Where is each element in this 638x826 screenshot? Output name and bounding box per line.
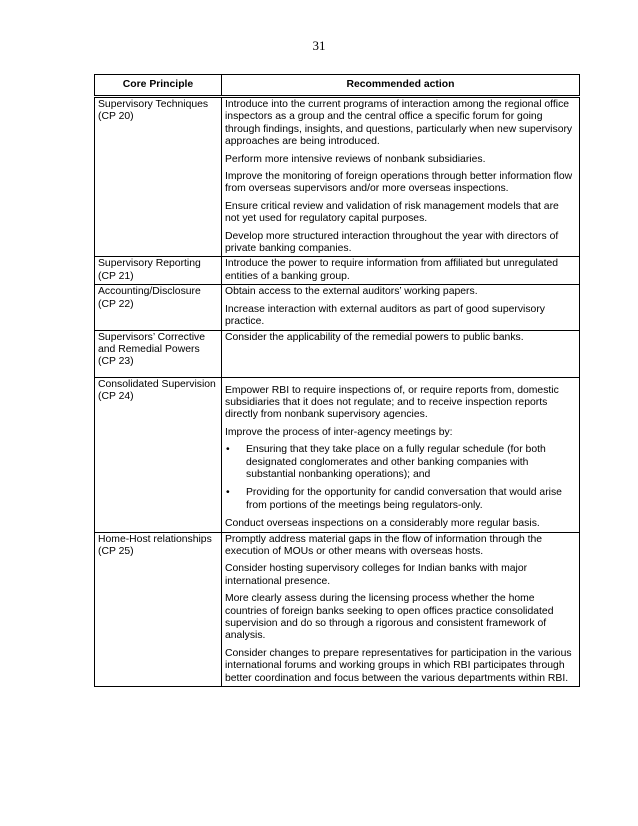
action-item: Consider hosting supervisory colleges for Indian banks with major international presence. (225, 563, 528, 587)
table-row (95, 377, 580, 532)
table-row (95, 257, 580, 285)
recommended-action-cell (222, 377, 580, 532)
action-item: Develop more structured interaction throughout the year with directors of private banking companies. (225, 230, 559, 255)
recommended-action-cell (222, 285, 580, 330)
action-item: Obtain access to the external auditors’ working papers. (225, 286, 478, 298)
core-principle-cell: Supervisors’ Corrective and Remedial Powers (CP 23) (95, 330, 222, 377)
table-header-row (95, 75, 580, 97)
table-row (95, 97, 580, 257)
recommended-action-cell (222, 330, 580, 377)
action-item: Improve the monitoring of foreign operations through better information flow from overseas supervisors and/or more overseas inspections. (225, 171, 573, 195)
core-principle-cell: Home-Host relationships (CP 25) (95, 532, 222, 686)
bullet-item (226, 444, 576, 481)
bullet-item (226, 487, 576, 512)
recommendations-table (94, 74, 580, 687)
table-row (95, 330, 580, 377)
action-item: Increase interaction with external auditors as part of good supervisory practice. (225, 303, 545, 328)
action-item: Empower RBI to require inspections of, or require reports from, domestic subsidiaries that it does not regulate; and to receive inspection reports directly from nonbank supervisory agencies. (225, 384, 559, 421)
header-recommended-action: Recommended action (222, 75, 580, 97)
action-item: Consider changes to prepare representatives for participation in the various international forums and working groups in which RBI participates through better coordination and focus between the various departments within RBI. (225, 647, 572, 684)
action-item: Promptly address material gaps in the flow of information through the execution of MOUs or other means with overseas hosts. (225, 533, 543, 557)
recommended-action-cell (222, 97, 580, 257)
action-item: Perform more intensive reviews of nonbank subsidiaries. (225, 153, 486, 165)
action-item: Consider the applicability of the remedial powers to public banks. (225, 331, 524, 343)
bullet-glyph: • (226, 444, 230, 456)
core-principle-cell: Accounting/Disclosure (CP 22) (95, 285, 222, 330)
action-item: More clearly assess during the licensing process whether the home countries of foreign banks seeking to open offices practice consolidated supervision and do so through a rigorous and consistent framework of analysis. (225, 593, 554, 642)
action-item: Improve the process of inter-agency meetings by: (225, 426, 453, 438)
action-item: Ensure critical review and validation of risk management models that are not yet used for regulatory capital purposes. (225, 200, 559, 225)
recommended-action-cell (222, 257, 580, 285)
table-row (95, 285, 580, 330)
core-principle-cell: Consolidated Supervision (CP 24) (95, 377, 222, 532)
header-core-principle: Core Principle (95, 75, 222, 97)
page-number: 31 (312, 38, 326, 53)
recommended-action-cell (222, 532, 580, 686)
table-row (95, 532, 580, 686)
action-item: Conduct overseas inspections on a considerably more regular basis. (225, 518, 540, 530)
bullet-text: Providing for the opportunity for candid conversation that would arise from portions of the meetings being regulators-only. (246, 487, 562, 511)
bullet-text: Ensuring that they take place on a fully regular schedule (for both designated conglomerates and other banking companies with substantial nonbanking operations); and (246, 444, 546, 480)
core-principle-cell: Supervisory Techniques (CP 20) (95, 97, 222, 257)
action-item: Introduce into the current programs of interaction among the regional office inspectors as a group and the central office a specific forum for going through findings, insights, and questions, particularly when new supervisory approaches are being introduced. (225, 99, 573, 148)
bullet-glyph: • (226, 487, 230, 499)
action-item: Introduce the power to require information from affiliated but unregulated entities of a banking group. (225, 258, 559, 282)
bullet-list (225, 444, 576, 512)
core-principle-cell: Supervisory Reporting (CP 21) (95, 257, 222, 285)
